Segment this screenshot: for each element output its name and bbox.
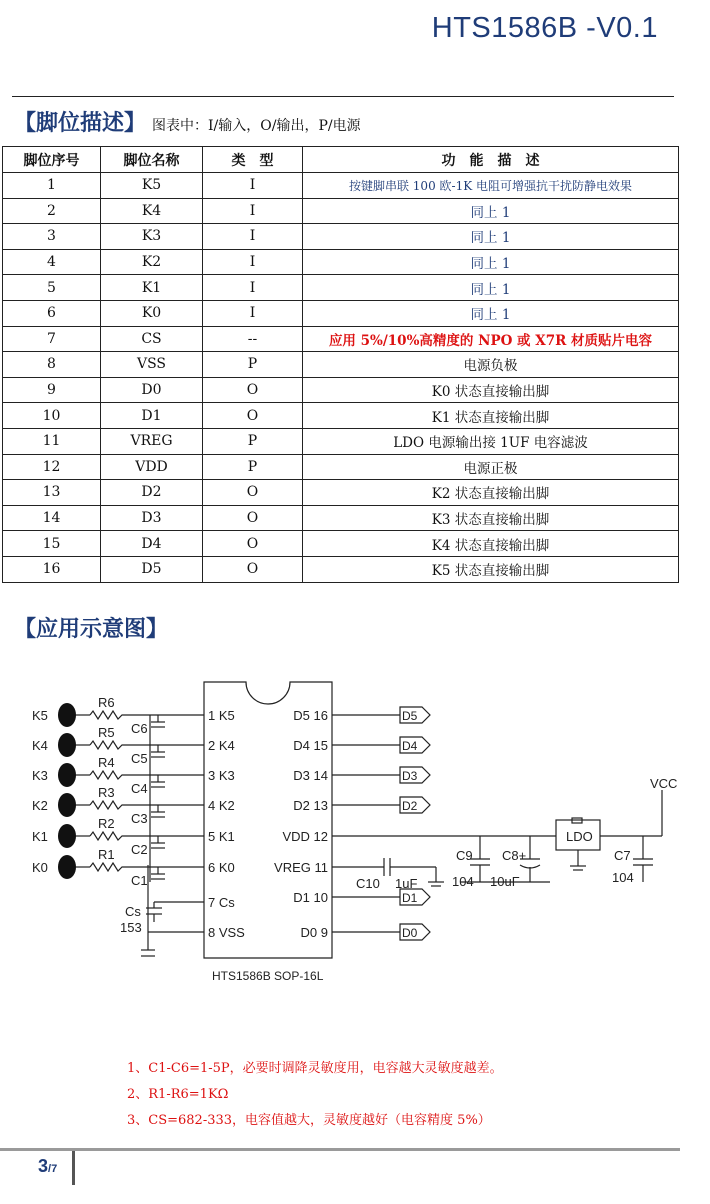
- page-current: 3: [38, 1156, 49, 1176]
- table-row: [3, 249, 679, 275]
- pin-name-cell: K1: [101, 275, 203, 301]
- pin-type-cell: P: [203, 454, 303, 480]
- table-row: [3, 173, 679, 199]
- application-notes: [127, 1056, 503, 1134]
- key-label: K2: [32, 798, 48, 813]
- pin-type-legend: 图表中：I/输入，O/输出，P/电源: [152, 118, 361, 134]
- c9-value: 104: [452, 874, 474, 889]
- chip-left-pin-label: 8 VSS: [208, 925, 245, 940]
- output-tag-label: D0: [402, 926, 418, 940]
- pin-section-title: 【脚位描述】: [14, 111, 147, 136]
- resistor-label: R4: [98, 755, 115, 770]
- table-row: [3, 377, 679, 403]
- pin-name-cell: VREG: [101, 428, 203, 454]
- output-tag-label: D1: [402, 891, 418, 905]
- resistor-icon: [90, 711, 204, 719]
- pin-type-cell: I: [203, 275, 303, 301]
- table-row: [3, 275, 679, 301]
- pin-description-cell: 按键脚串联 100 欧-1K 电阻可增强抗干扰防静电效果: [303, 173, 679, 199]
- pin-description-cell: 同上 1: [303, 249, 679, 275]
- key-input-row: [32, 695, 204, 736]
- cs-value: 153: [120, 920, 142, 935]
- pin-type-cell: O: [203, 505, 303, 531]
- pin-number-cell: 4: [3, 249, 101, 275]
- pin-type-cell: O: [203, 480, 303, 506]
- resistor-label: R1: [98, 847, 115, 862]
- chip-right-pin-label: VREG 11: [274, 860, 328, 875]
- chip-right-pin-label: D3 14: [293, 768, 328, 783]
- cs-label: Cs: [125, 904, 141, 919]
- c9-label: C9: [456, 848, 473, 863]
- pin-description-cell: 同上 1: [303, 300, 679, 326]
- output-port: [400, 924, 430, 940]
- col-header-pin-name: 脚位名称: [101, 147, 203, 173]
- pin-type-cell: I: [203, 173, 303, 199]
- pin-name-cell: K0: [101, 300, 203, 326]
- chip-right-pin-label: VDD 12: [282, 829, 328, 844]
- pin-table-header: [3, 147, 679, 173]
- page-total: /7: [48, 1163, 58, 1175]
- chip-left-pin-label: 7 Cs: [208, 895, 235, 910]
- output-tag-label: D3: [402, 769, 418, 783]
- capacitor-label: C5: [131, 751, 148, 766]
- note-3: 3、CS=682-333，电容值越大，灵敏度越好（电容精度 5%）: [127, 1113, 491, 1128]
- pin-description-cell: 电源正极: [303, 454, 679, 480]
- chip-right-pin-label: D0 9: [300, 925, 328, 940]
- chip-right-pin-label: D4 15: [293, 738, 328, 753]
- table-row: [3, 531, 679, 557]
- key-label: K1: [32, 829, 48, 844]
- key-label: K4: [32, 738, 48, 753]
- table-row: [3, 556, 679, 582]
- key-input-row: [32, 816, 204, 857]
- pin-name-cell: D0: [101, 377, 203, 403]
- table-row: [3, 403, 679, 429]
- pin-type-cell: P: [203, 428, 303, 454]
- note-1: 1、C1-C6=1-5P，必要时调降灵敏度用，电容越大灵敏度越差。: [127, 1061, 503, 1076]
- table-row: [3, 326, 679, 352]
- pin-number-cell: 5: [3, 275, 101, 301]
- pin-number-cell: 8: [3, 352, 101, 378]
- resistor-icon: [90, 863, 204, 871]
- touch-pad-icon: [58, 824, 76, 848]
- table-row: [3, 300, 679, 326]
- table-row: [3, 505, 679, 531]
- touch-pad-icon: [58, 855, 76, 879]
- chip-left-pin-label: 3 K3: [208, 768, 235, 783]
- resistor-icon: [90, 832, 204, 840]
- pin-type-cell: O: [203, 556, 303, 582]
- pin-number-cell: 2: [3, 198, 101, 224]
- output-port: [400, 889, 430, 905]
- pin-type-cell: I: [203, 198, 303, 224]
- pin-number-cell: 6: [3, 300, 101, 326]
- key-input-row: [32, 785, 204, 826]
- touch-pad-icon: [58, 763, 76, 787]
- pin-description-cell: K5 状态直接输出脚: [303, 556, 679, 582]
- c8-value: 10uF: [490, 874, 520, 889]
- col-header-pin-no: 脚位序号: [3, 147, 101, 173]
- chip-left-pin-label: 2 K4: [208, 738, 235, 753]
- c10-value: 1uF: [395, 876, 418, 891]
- table-row: [3, 454, 679, 480]
- chip-right-pin-label: D5 16: [293, 708, 328, 723]
- pin-type-cell: I: [203, 300, 303, 326]
- footer-divider: [0, 1148, 680, 1151]
- pin-description-heading: [14, 106, 361, 137]
- pin-number-cell: 7: [3, 326, 101, 352]
- resistor-icon: [90, 741, 204, 749]
- capacitor-label: C1: [131, 873, 148, 888]
- c7-label: C7: [614, 848, 631, 863]
- key-input-row: [32, 755, 204, 796]
- col-header-description: 功 能 描 述: [303, 147, 679, 173]
- resistor-label: R5: [98, 725, 115, 740]
- pin-description-cell: 同上 1: [303, 224, 679, 250]
- key-label: K0: [32, 860, 48, 875]
- output-port: [400, 797, 430, 813]
- application-diagram-heading: 【应用示意图】: [14, 617, 169, 642]
- pin-description-cell: 应用 5%/10%高精度的 NPO 或 X7R 材质贴片电容: [303, 326, 679, 352]
- pin-type-cell: I: [203, 224, 303, 250]
- pin-name-cell: VSS: [101, 352, 203, 378]
- output-tag-label: D4: [402, 739, 418, 753]
- capacitor-label: C2: [131, 842, 148, 857]
- pin-type-cell: O: [203, 531, 303, 557]
- c8-label: C8+: [502, 848, 527, 863]
- pin-type-cell: --: [203, 326, 303, 352]
- resistor-icon: [90, 771, 204, 779]
- pin-number-cell: 3: [3, 224, 101, 250]
- col-header-type: 类 型: [203, 147, 303, 173]
- pin-name-cell: D1: [101, 403, 203, 429]
- pin-name-cell: K3: [101, 224, 203, 250]
- pin-type-cell: P: [203, 352, 303, 378]
- key-input-row: [32, 725, 204, 766]
- vcc-label: VCC: [650, 776, 678, 791]
- chip-left-pin-label: 5 K1: [208, 829, 235, 844]
- touch-pad-icon: [58, 793, 76, 817]
- pin-name-cell: K5: [101, 173, 203, 199]
- chip-right-pin-label: D2 13: [293, 798, 328, 813]
- pin-number-cell: 11: [3, 428, 101, 454]
- pin-name-cell: D4: [101, 531, 203, 557]
- table-row: [3, 224, 679, 250]
- touch-pad-icon: [58, 733, 76, 757]
- header-divider: [12, 96, 674, 97]
- note-2: 2、R1-R6=1KΩ: [127, 1087, 229, 1102]
- resistor-label: R6: [98, 695, 115, 710]
- pin-name-cell: K2: [101, 249, 203, 275]
- pin-name-cell: CS: [101, 326, 203, 352]
- c7-value: 104: [612, 870, 634, 885]
- pin-type-cell: O: [203, 377, 303, 403]
- c10-label: C10: [356, 876, 380, 891]
- table-row: [3, 428, 679, 454]
- chip-left-pin-label: 6 K0: [208, 860, 235, 875]
- pin-name-cell: D2: [101, 480, 203, 506]
- capacitor-label: C6: [131, 721, 148, 736]
- key-input-row: [32, 847, 204, 888]
- chip-label: HTS1586B SOP-16L: [212, 969, 324, 983]
- chip-body: [204, 682, 332, 958]
- pin-name-cell: K4: [101, 198, 203, 224]
- output-port: [400, 707, 430, 723]
- pin-name-cell: VDD: [101, 454, 203, 480]
- chip-right-pin-label: D1 10: [293, 890, 328, 905]
- pin-description-cell: K1 状态直接输出脚: [303, 403, 679, 429]
- pin-name-cell: D5: [101, 556, 203, 582]
- pin-type-cell: O: [203, 403, 303, 429]
- pin-number-cell: 16: [3, 556, 101, 582]
- ldo-label: LDO: [566, 829, 593, 844]
- pin-type-cell: I: [203, 249, 303, 275]
- capacitor-label: C3: [131, 811, 148, 826]
- pin-name-cell: D3: [101, 505, 203, 531]
- resistor-label: R3: [98, 785, 115, 800]
- output-port: [400, 737, 430, 753]
- chip-left-pin-label: 1 K5: [208, 708, 235, 723]
- pin-number-cell: 12: [3, 454, 101, 480]
- output-tag-label: D5: [402, 709, 418, 723]
- resistor-label: R2: [98, 816, 115, 831]
- application-schematic: [0, 660, 710, 990]
- pin-description-cell: LDO 电源输出接 1UF 电容滤波: [303, 428, 679, 454]
- page-number: [38, 1156, 57, 1177]
- pin-number-cell: 10: [3, 403, 101, 429]
- capacitor-label: C4: [131, 781, 148, 796]
- pin-number-cell: 1: [3, 173, 101, 199]
- pin-description-cell: K0 状态直接输出脚: [303, 377, 679, 403]
- key-label: K3: [32, 768, 48, 783]
- resistor-icon: [90, 801, 204, 809]
- pin-number-cell: 13: [3, 480, 101, 506]
- key-label: K5: [32, 708, 48, 723]
- output-tag-label: D2: [402, 799, 418, 813]
- pin-number-cell: 14: [3, 505, 101, 531]
- pin-description-cell: K2 状态直接输出脚: [303, 480, 679, 506]
- footer-separator: [72, 1151, 75, 1185]
- output-port: [400, 767, 430, 783]
- table-row: [3, 198, 679, 224]
- chip-left-pin-label: 4 K2: [208, 798, 235, 813]
- pin-table: [2, 146, 679, 583]
- pin-description-cell: K4 状态直接输出脚: [303, 531, 679, 557]
- touch-pad-icon: [58, 703, 76, 727]
- table-row: [3, 352, 679, 378]
- pin-description-cell: K3 状态直接输出脚: [303, 505, 679, 531]
- document-title: HTS1586B -V0.1: [431, 12, 658, 44]
- pin-number-cell: 9: [3, 377, 101, 403]
- table-row: [3, 480, 679, 506]
- pin-number-cell: 15: [3, 531, 101, 557]
- pin-description-cell: 同上 1: [303, 198, 679, 224]
- pin-description-cell: 同上 1: [303, 275, 679, 301]
- pin-description-cell: 电源负极: [303, 352, 679, 378]
